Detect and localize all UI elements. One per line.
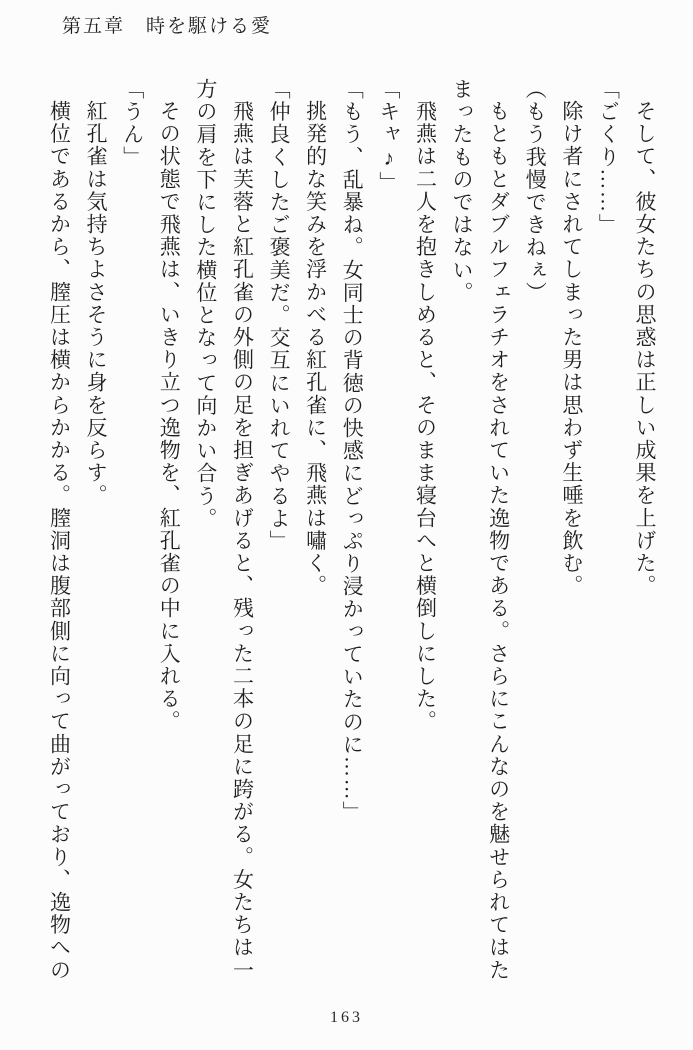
text-column: 除け者にされてしまった男は思わず生唾を飲む。: [559, 100, 584, 598]
text-column: 方の肩を下にした横位となって向かい合う。: [193, 78, 218, 530]
text-column: 紅孔雀は気持ちよさそうに身を反らす。: [84, 100, 109, 507]
page-number: 163: [330, 1009, 363, 1026]
text-column: まったものではない。: [450, 78, 475, 304]
text-column: その状態で飛燕は、いきり立つ逸物を、紅孔雀の中に入れる。: [157, 100, 182, 733]
text-column: 「うん」: [120, 78, 145, 169]
text-column: 挑発的な笑みを浮かべる紅孔雀に、飛燕は嘯く。: [303, 100, 328, 598]
text-column: 「ごくり……」: [596, 78, 621, 237]
text-column: 飛燕は二人を抱きしめると、そのまま寝台へと横倒しにした。: [413, 100, 438, 733]
text-body: [40, 78, 663, 998]
chapter-header: 第五章 時を駆ける愛: [62, 16, 273, 37]
text-column: 「仲良くしたご褒美だ。交互にいれてやるよ」: [267, 78, 292, 553]
text-column: 飛燕は芙蓉と紅孔雀の外側の足を担ぎあげると、残った二本の足に跨がる。女たちは一: [230, 100, 255, 982]
text-column: 「もう、乱暴ね。女同士の背徳の快感にどっぷり浸かっていたのに……」: [340, 78, 365, 824]
text-column: （もう我慢できねぇ）: [523, 78, 548, 304]
text-column: もともとダブルフェラチオをされていた逸物である。さらにこんなのを魅せられてはた: [486, 100, 511, 982]
text-column: 横位であるから、膣圧は横からかかる。膣洞は腹部側に向って曲がっており、逸物への: [47, 100, 72, 982]
text-column: そして、彼女たちの思惑は正しい成果を上げた。: [633, 100, 657, 598]
text-column: 「キャ♪」: [376, 78, 401, 194]
